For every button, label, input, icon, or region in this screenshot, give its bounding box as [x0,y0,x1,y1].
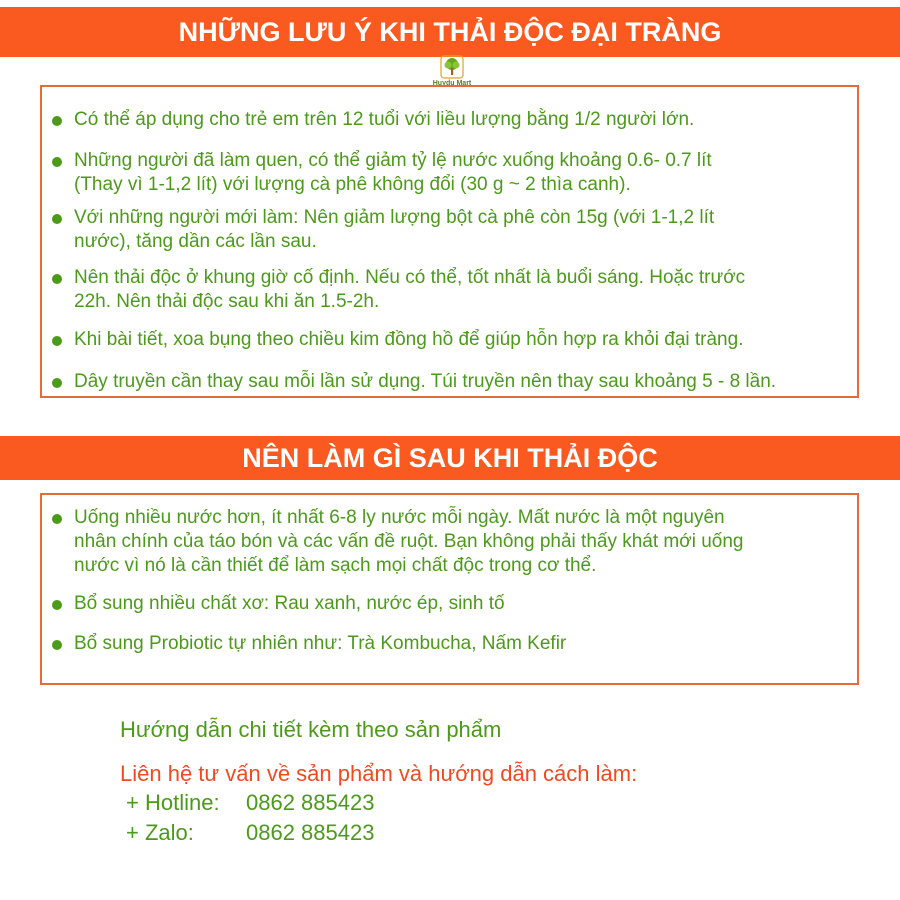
list-item: Có thể áp dụng cho trẻ em trên 12 tuổi với liều lượng bằng 1/2 người lớn. [74,108,865,132]
list-item: Dây truyền cần thay sau mỗi lần sử dụng. Túi truyền nên thay sau khoảng 5 - 8 lần. [74,370,865,394]
bullet-icon [52,214,62,224]
list-item: Nên thải độc ở khung giờ cố định. Nếu có thể, tốt nhất là buổi sáng. Hoặc trước 22h. Nên thải độc sau khi ăn 1.5-2h. [74,266,865,314]
list-item: Bổ sung nhiều chất xơ: Rau xanh, nước ép, sinh tố [74,592,865,616]
contact-text: Liên hệ tư vấn về sản phẩm và hướng dẫn cách làm: [120,761,638,786]
bullet-icon [52,116,62,126]
zalo-number: 0862 885423 [246,820,375,845]
zalo-label: + Zalo: [126,820,194,845]
logo-text: Huydu Mart [432,80,472,87]
guide-text: Hướng dẫn chi tiết kèm theo sản phẩm [120,717,502,742]
bullet-icon [52,336,62,346]
tree-icon [439,55,465,79]
list-item: Những người đã làm quen, có thể giảm tỷ lệ nước xuống khoảng 0.6- 0.7 lít (Thay vì 1-1,2 lít) với lượng cà phê không đổi (30 g ~ 2 thìa canh). [74,149,865,197]
bullet-icon [52,514,62,524]
bullet-icon [52,274,62,284]
bullet-icon [52,600,62,610]
hotline-number: 0862 885423 [246,790,375,815]
hotline-label: + Hotline: [126,790,220,815]
section2-box [40,493,859,685]
bullet-icon [52,157,62,167]
list-item: Bổ sung Probiotic tự nhiên như: Trà Kombucha, Nấm Kefir [74,632,865,656]
bullet-icon [52,378,62,388]
section1-title: NHỮNG LƯU Ý KHI THẢI ĐỘC ĐẠI TRÀNG [0,7,900,57]
list-item: Với những người mới làm: Nên giảm lượng bột cà phê còn 15g (với 1-1,2 lít nước), tăng dần các lần sau. [74,206,865,254]
section1-box [40,85,859,398]
list-item: Khi bài tiết, xoa bụng theo chiều kim đồng hồ để giúp hỗn hợp ra khỏi đại tràng. [74,328,865,352]
list-item: Uống nhiều nước hơn, ít nhất 6-8 ly nước mỗi ngày. Mất nước là một nguyên nhân chính của táo bón và các vấn đề ruột. Bạn không phải thấy khát mới uống nước vì nó là cần thiết để làm sạch mọi chất độc trong cơ thể. [74,506,865,578]
section2-title: NÊN LÀM GÌ SAU KHI THẢI ĐỘC [0,436,900,480]
bullet-icon [52,640,62,650]
